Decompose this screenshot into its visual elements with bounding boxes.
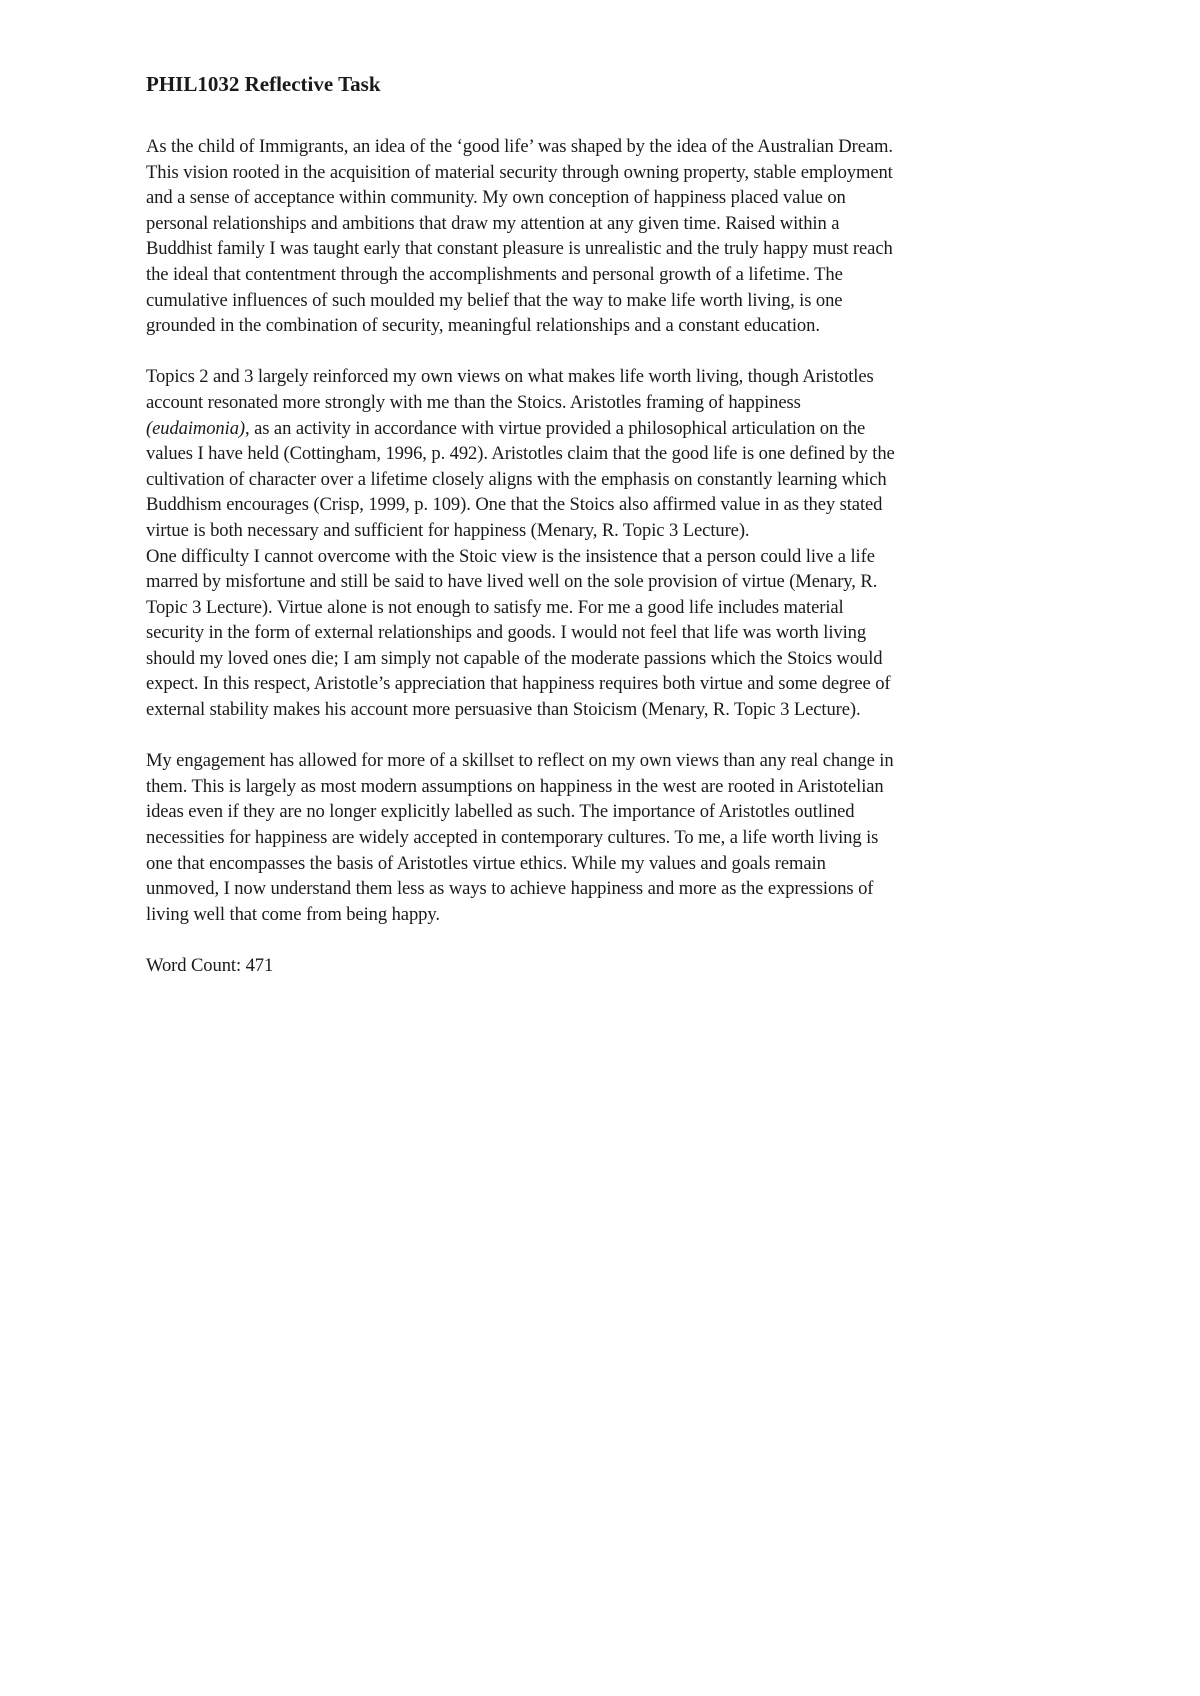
text-line: account resonated more strongly with me than the Stoics. Aristotles framing of happiness xyxy=(146,391,801,413)
text-line: expect. In this respect, Aristotle’s appreciation that happiness requires both virtue and some degree of xyxy=(146,673,891,695)
text-line: necessities for happiness are widely accepted in contemporary cultures. To me, a life worth living is xyxy=(146,827,879,849)
text-line: personal relationships and ambitions that draw my attention at any given time. Raised within a xyxy=(146,212,840,234)
text-line: cultivation of character over a lifetime closely aligns with the emphasis on constantly learning which xyxy=(146,468,887,490)
text-line: Buddhism encourages (Crisp, 1999, p. 109). One that the Stoics also affirmed value in as they stated xyxy=(146,494,883,516)
text-line: One difficulty I cannot overcome with the Stoic view is the insistence that a person could live a life xyxy=(146,545,875,567)
paragraph-gap xyxy=(146,339,1066,365)
text-line: Buddhist family I was taught early that constant pleasure is unrealistic and the truly happy must reach xyxy=(146,238,893,260)
text-line: My engagement has allowed for more of a skillset to reflect on my own views than any real change in xyxy=(146,750,894,772)
italic-term: (eudaimonia) xyxy=(146,417,245,439)
text-line: ideas even if they are no longer explicitly labelled as such. The importance of Aristotles outlined xyxy=(146,801,855,823)
text-line: values I have held (Cottingham, 1996, p. 492). Aristotles claim that the good life is one defined by the xyxy=(146,443,895,465)
text-fragment: , as an activity in accordance with virtue provided a philosophical articulation on the xyxy=(244,417,866,439)
text-line-italic xyxy=(146,416,1066,442)
text-line: unmoved, I now understand them less as ways to achieve happiness and more as the expressions of xyxy=(146,878,874,900)
text-line: As the child of Immigrants, an idea of the ‘good life’ was shaped by the idea of the Australian Dream. xyxy=(146,136,893,157)
text-line: marred by misfortune and still be said to have lived well on the sole provision of virtue (Menary, R. xyxy=(146,571,878,593)
text-line: This vision rooted in the acquisition of material security through owning property, stable employment xyxy=(146,161,893,183)
text-line: should my loved ones die; I am simply not capable of the moderate passions which the Stoics would xyxy=(146,647,883,669)
text-line: and a sense of acceptance within community. My own conception of happiness placed value on xyxy=(146,187,846,209)
word-count xyxy=(146,953,1066,979)
text-line: Topics 2 and 3 largely reinforced my own views on what makes life worth living, though Aristotles xyxy=(146,366,874,388)
document-page xyxy=(146,70,1066,979)
text-line: cumulative influences of such moulded my belief that the way to make life worth living, is one xyxy=(146,289,843,311)
word-count-text: Word Count: 471 xyxy=(146,955,274,976)
paragraph-gap xyxy=(146,927,1066,953)
text-line: grounded in the combination of security, meaningful relationships and a constant education. xyxy=(146,315,820,337)
text-line: living well that come from being happy. xyxy=(146,903,440,925)
paragraph-gap xyxy=(146,723,1066,749)
text-line: the ideal that contentment through the accomplishments and personal growth of a lifetime. The xyxy=(146,263,843,285)
text-line: external stability makes his account more persuasive than Stoicism (Menary, R. Topic 3 Lecture). xyxy=(146,699,861,721)
paragraph-1 xyxy=(146,134,1066,339)
text-line: them. This is largely as most modern assumptions on happiness in the west are rooted in Aristotelian xyxy=(146,775,884,797)
paragraph-3 xyxy=(146,748,1066,927)
text-line: virtue is both necessary and sufficient for happiness (Menary, R. Topic 3 Lecture). xyxy=(146,519,750,541)
text-line: security in the form of external relationships and goods. I would not feel that life was worth living xyxy=(146,622,867,644)
page-title: PHIL1032 Reflective Task xyxy=(146,72,381,96)
paragraph-2 xyxy=(146,364,1066,722)
text-line: one that encompasses the basis of Aristotles virtue ethics. While my values and goals remain xyxy=(146,852,826,874)
text-line: Topic 3 Lecture). Virtue alone is not enough to satisfy me. For me a good life includes material xyxy=(146,596,844,618)
